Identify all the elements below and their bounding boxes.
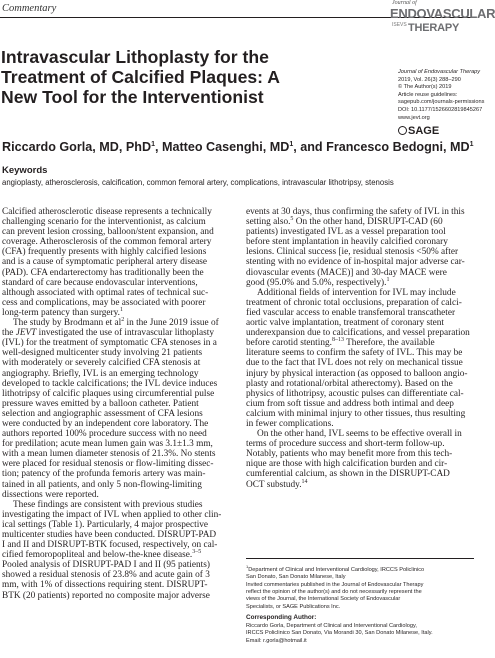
meta-permissions-link[interactable]: sagepub.com/journals-permissions <box>398 99 485 106</box>
body-line: stenting with no evidence of in-hospital major adverse car- <box>246 257 465 268</box>
sage-wordmark: SAGE <box>408 125 440 137</box>
body-line: plasty and rotational/orbital atherectomy). Based on the <box>246 378 453 389</box>
affiliation-marker: 1 <box>151 140 155 148</box>
body-line: lesions. Clinical success [ie, residual stenosis <50% after <box>246 247 459 258</box>
body-line-group <box>2 550 232 560</box>
meta-volume: 2019, Vol. 26(3) 288–290 <box>398 76 461 83</box>
body-line: tion; patency of the profunda femoris artery was main- <box>2 469 206 480</box>
body-column-right <box>246 207 474 490</box>
body-line: lithotripsy of calcific plaques using circumferential pulse <box>2 388 215 399</box>
reference-marker[interactable]: 1 <box>386 276 390 283</box>
affiliation-text: Department of Clinical and Interventional Cardiology, IRCCS Policlinico <box>248 566 425 573</box>
affiliation-marker: 1 <box>469 140 474 148</box>
title-line: Intravascular Lithoplasty for the <box>1 47 269 67</box>
body-line: in fewer complications. <box>246 418 334 429</box>
journal-logo-big-2: THERAPY <box>408 22 460 34</box>
disclaimer-line: Invited commentaries published in the Journal of Endovascular Therapy <box>246 581 424 588</box>
body-text: the <box>2 328 16 339</box>
body-line: were placed for residual stenosis or flow-limiting dissec- <box>2 459 214 470</box>
body-line: and is a cause of symptomatic peripheral artery disease <box>2 257 207 268</box>
body-line: ical settings (Table 1). Particularly, 4 major prospective <box>2 519 209 530</box>
body-line: for predilation; acute mean lumen gain was 3.1±1.3 mm, <box>2 439 213 450</box>
reference-marker[interactable]: 3–5 <box>192 549 202 556</box>
body-line: cium from soft tissue and address both intimal and deep <box>246 398 454 409</box>
title-line: Treatment of Calcified Plaques: A <box>1 67 280 87</box>
body-line: (PAD). CFA endarterectomy has traditionally been the <box>2 267 204 278</box>
body-text: setting also. <box>246 217 291 228</box>
meta-website-link[interactable]: www.jevt.org <box>398 114 430 121</box>
affiliation-block <box>246 563 474 611</box>
corresponding-author-line: IRCCS Policlinico San Donato, Via Morandi 30, San Donato Milanese, Italy. <box>246 630 433 637</box>
author-name: Riccardo Gorla, MD, PhD <box>2 140 152 154</box>
body-line: (CFA) frequently presents with highly calcified lesions <box>2 247 207 258</box>
reference-marker[interactable]: 2 <box>121 316 125 323</box>
body-line: events at 30 days, thus confirming the safety of IVL in this <box>246 207 465 217</box>
journal-logo-small: Journal of <box>392 0 417 6</box>
journal-logo-big-1: ENDOVASCULAR <box>390 6 495 21</box>
body-line: On the other hand, IVL seems to be effective overall in <box>257 429 462 440</box>
body-line: developed to tackle calcifications; the IVL device induces <box>2 378 218 389</box>
sage-logo <box>398 125 474 139</box>
author-separator: , <box>154 140 162 154</box>
affiliation-marker: 1 <box>289 140 294 148</box>
body-text: OCT substudy. <box>246 479 302 490</box>
author-name: Matteo Casenghi, MD <box>161 140 290 154</box>
journal-logo-issn: ISEVS <box>392 22 407 28</box>
body-line: due to the fact that IVL does not rely on mechanical tissue <box>246 358 463 369</box>
corresponding-author-heading: Corresponding Author: <box>246 614 317 621</box>
body-line: standard of care because endovascular interventions, <box>2 277 198 288</box>
reference-marker[interactable]: 8–13 <box>331 337 344 344</box>
body-line: selection and angiographic assessment of CFA lesions <box>2 408 203 419</box>
corresponding-author-line: Riccardo Gorla, Department of Clinical and Interventional Cardiology, <box>246 623 417 629</box>
body-line: tained in all patients, and only 5 non-flowing-limiting <box>2 479 202 490</box>
journal-logo <box>390 0 495 44</box>
keywords-heading: Keywords <box>2 165 48 176</box>
body-line: before stent implantation in heavily calcified coronary <box>246 237 448 248</box>
body-line: showed a residual stenosis of 23.8% and acute gain of 3 <box>2 570 210 581</box>
body-line: underexpansion due to calcifications, and vessel preparation <box>246 328 470 339</box>
footnote-rule <box>246 558 474 559</box>
body-line: terms of procedure success and short-term follow-up. <box>246 439 445 450</box>
disclaimer-line: Specialists, or SAGE Publications Inc. <box>246 603 341 610</box>
body-line-group <box>2 318 232 328</box>
corresponding-author-email[interactable]: Email: r.gorla@hotmail.it <box>246 637 307 644</box>
body-line: nique are those with high calcification burden and cir- <box>246 459 448 470</box>
body-line: angiography. Briefly, IVL is an emerging technology <box>2 368 199 379</box>
body-line: investigating the impact of IVL when applied to other clin- <box>2 509 222 520</box>
body-line: injury by physical interaction (as opposed to balloon angio- <box>246 368 468 379</box>
body-line: treatment of chronic total occlusions, preparation of calci- <box>246 297 462 308</box>
sage-icon <box>398 126 407 135</box>
affiliation-line: San Donato, San Donato Milanese, Italy <box>246 574 346 581</box>
body-text: in the June 2019 issue of <box>124 318 219 329</box>
body-text: investigated the use of intravascular lithoplasty <box>36 328 214 339</box>
meta-journal: Journal of Endovascular Therapy <box>398 69 481 75</box>
body-line-group <box>246 338 474 348</box>
disclaimer-line: reflect the opinion of the author(s) and do not necessarily represent the <box>246 589 422 596</box>
article-meta <box>398 69 485 122</box>
meta-reuse: Article reuse guidelines: <box>398 91 458 98</box>
body-text: On the other hand, DISRUPT-CAD (60 <box>293 217 443 228</box>
body-line: I and II and DISRUPT-BTK focused, respectively, on cal- <box>2 540 218 551</box>
body-line: challenging scenario for the interventionist, as calcium <box>2 217 206 228</box>
body-line: calcium with minimal injury to other tissues, thus resulting <box>246 408 466 419</box>
body-line: mm, with 1% of dissections requiring stent. DISRUPT- <box>2 580 208 591</box>
body-line: aortic valve implantation, treatment of coronary stent <box>246 318 445 329</box>
body-line: well-designed multicenter study involving 21 patients <box>2 348 203 359</box>
body-line: Pooled analysis of DISRUPT-PAD I and II (95 patients) <box>2 560 210 571</box>
body-text: The study by Brodmann et al <box>13 318 122 329</box>
affiliation-line <box>246 563 474 574</box>
author-separator: , and <box>293 140 327 154</box>
body-line: (IVL) for the treatment of symptomatic CFA stenoses in a <box>2 338 217 349</box>
body-line: dissections were reported. <box>2 489 99 500</box>
body-line: Notably, patients who may benefit more from this tech- <box>246 449 453 460</box>
journal-abbrev: JEVT <box>15 328 37 339</box>
body-line: with moderately or severely calcified CFA stenosis at <box>2 358 201 369</box>
body-line: fied vascular access to enable transfemoral transcatheter <box>246 307 456 318</box>
body-line: were conducted by an independent core laboratory. The <box>2 418 209 429</box>
body-text: long-term patency than surgery. <box>2 307 120 318</box>
corresponding-author-block <box>246 623 474 645</box>
body-line: can prevent lesion crossing, balloon/stent expansion, and <box>2 227 214 238</box>
body-line: cess and complications, may be associated with poorer <box>2 297 206 308</box>
body-line: Calcified atherosclerotic disease represents a technically <box>2 207 212 217</box>
body-line: literature seems to confirm the safety of IVL. This may be <box>246 348 463 359</box>
body-column-left <box>2 207 232 601</box>
reference-marker[interactable]: 1 <box>119 306 123 313</box>
affiliation-marker: 1 <box>246 564 249 569</box>
body-line-group <box>2 328 232 338</box>
body-line: authors reported 100% procedure success with no need <box>2 429 207 440</box>
body-line: cumferential calcium, as shown in the DISRUPT-CAD <box>246 469 450 480</box>
meta-copyright: © The Author(s) 2019 <box>398 84 452 91</box>
body-line-group <box>246 278 474 288</box>
author-list <box>2 140 473 154</box>
body-line: physics of lithotripsy, acoustic pulses can differentiate cal- <box>246 388 464 399</box>
body-line: These findings are consistent with previous studies <box>13 499 203 510</box>
reference-marker[interactable]: 5 <box>290 216 294 222</box>
body-text: Therefore, the available <box>343 338 435 349</box>
body-text: before carotid stenting. <box>246 338 332 349</box>
body-line-group <box>246 480 474 490</box>
body-line: multicenter studies have been conducted. DISRUPT-PAD <box>2 530 217 540</box>
title-line: New Tool for the Interventionist <box>1 87 264 107</box>
body-line: Additional fields of intervention for IVL may include <box>257 287 456 298</box>
body-line: pressure waves emitted by a balloon catheter. Patient <box>2 398 199 409</box>
disclaimer-line: views of the Journal, the International Society of Endovascular <box>246 596 401 603</box>
reference-marker[interactable]: 14 <box>301 478 308 485</box>
body-text: good (95.0% and 5.0%, respectively). <box>246 277 387 288</box>
section-label: Commentary <box>2 3 57 14</box>
article-title <box>1 47 367 107</box>
body-line: diovascular events (MACE)] and 30-day MACE were <box>246 267 447 278</box>
author-name: Francesco Bedogni, MD <box>326 140 470 154</box>
body-text: cified femoropopliteal and below-the-knee disease. <box>2 550 193 561</box>
keywords-text: angioplasty, atherosclerosis, calcification, common femoral artery, complications, intravascular lithotripsy, stenosis <box>2 178 394 187</box>
body-line: patients) investigated IVL as a vessel preparation tool <box>246 227 446 238</box>
body-line-group <box>2 308 232 318</box>
body-line: with a mean lumen diameter stenosis of 21.3%. No stents <box>2 449 216 460</box>
body-line: BTK (20 patients) reported no composite major adverse <box>2 590 210 601</box>
body-line-group <box>246 217 474 227</box>
body-line: coverage. Atherosclerosis of the common femoral artery <box>2 237 212 248</box>
meta-doi[interactable]: DOI: 10.1177/1526602819845267 <box>398 106 483 113</box>
body-line: although associated with optimal rates of technical suc- <box>2 287 209 298</box>
